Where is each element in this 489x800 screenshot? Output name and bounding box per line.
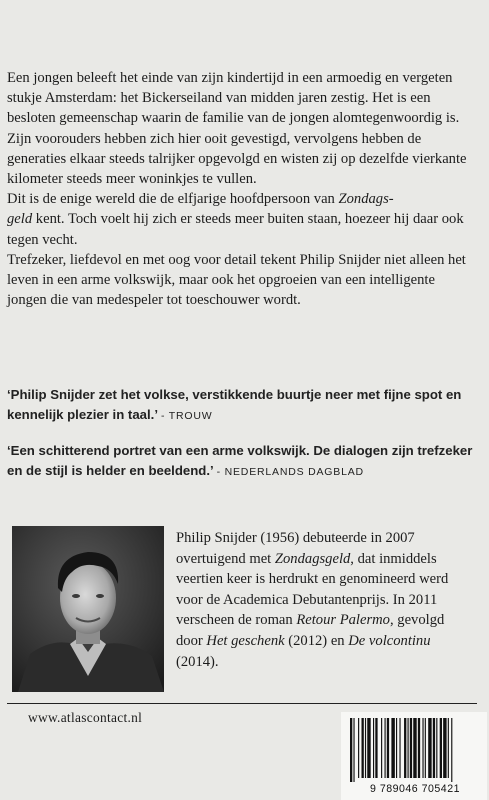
review-quote-nederlands-dagblad bbox=[7, 441, 477, 482]
review-quote-trouw bbox=[7, 385, 477, 426]
quote-source: - TROUW bbox=[160, 410, 213, 422]
author-portrait-image bbox=[12, 526, 164, 692]
isbn-number: 9 789046 705421 bbox=[370, 783, 460, 795]
bio-text-5: (2014). bbox=[176, 653, 219, 670]
publisher-website[interactable]: www.atlascontact.nl bbox=[28, 710, 143, 725]
barcode-bars-icon bbox=[348, 718, 480, 782]
blurb-p2-after: kent. Toch voelt hij zich er steeds meer buiten staan, hoezeer hij daar ook tegen vecht. bbox=[7, 211, 464, 248]
blurb-text bbox=[7, 68, 475, 310]
book-title-retour-palermo: Retour Palermo bbox=[296, 612, 390, 629]
quote-text: ‘Philip Snijder zet het volkse, verstikkende buurtje neer met fijne spot en kennelijk plezier in taal.’ bbox=[7, 387, 462, 422]
book-title-de-volcontinu: De volcontinu bbox=[348, 632, 431, 649]
bio-text-4: (2012) en bbox=[284, 632, 349, 649]
bio-text-1: Philip Snijder (1956) debuteerde in 2007 overtuigend met bbox=[176, 530, 415, 567]
bio-text-2: , dat inmiddels veertien keer is herdrukt en genomineerd werd voor de Academica Debutantenprijs. In 2011 verscheen de roman bbox=[176, 550, 449, 629]
blurb-paragraph-2 bbox=[7, 189, 475, 250]
blurb-p2-before: Dit is de enige wereld die de elfjarige hoofdpersoon van bbox=[7, 191, 339, 208]
barcode bbox=[341, 712, 487, 800]
book-title-zondagsgeld-b: geld bbox=[7, 211, 33, 228]
author-photo bbox=[12, 526, 164, 692]
book-title-zondagsgeld-a: Zondags- bbox=[338, 191, 394, 208]
bio-text-3: , gevolgd door bbox=[176, 612, 445, 649]
quote-source: - NEDERLANDS DAGBLAD bbox=[216, 466, 364, 478]
blurb-paragraph-1: Een jongen beleeft het einde van zijn kindertijd in een armoedig en vergeten stukje Amsterdam: het Bickerseiland van midden jaren zestig. Het is een besloten gemeenschap waarin de familie van de jongen alomtegenwoordig is. Zijn voorouders hebben zich hier ooit gevestigd, vervolgens hebben de generaties elkaar steeds talrijker opgevolgd en wisten zij op dezelfde vierkante kilometer steeds meer woninkjes te vullen. bbox=[7, 70, 467, 188]
divider-line bbox=[7, 703, 477, 704]
book-title-het-geschenk: Het geschenk bbox=[206, 632, 285, 649]
blurb-paragraph-3: Trefzeker, liefdevol en met oog voor detail tekent Philip Snijder niet alleen het leven in een arme volkswijk, maar ook het opgroeien van een intelligente jongen die van medespeler tot toeschouwer wordt. bbox=[7, 251, 466, 309]
book-title-zondagsgeld: Zondagsgeld bbox=[274, 550, 351, 567]
author-bio bbox=[176, 528, 472, 672]
quote-text: ‘Een schitterend portret van een arme volkswijk. De dialogen zijn trefzeker en de stijl is helder en beeldend.’ bbox=[7, 443, 473, 478]
